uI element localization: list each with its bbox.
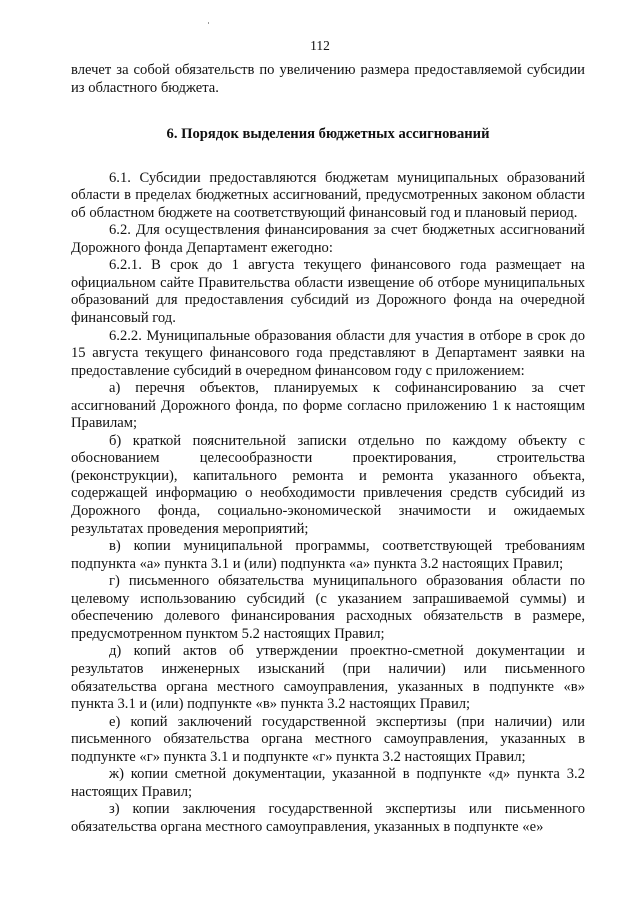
list-item-g: г) письменного обязательства муниципального образования области по целевому использованию субсидий (с указанием запрашиваемой суммы) и обеспечению долевого финансирования расходных обязательств в размере, предусмотренном пунктом 5.2 настоящих Правил; <box>71 573 585 642</box>
list-item-a: а) перечня объектов, планируемых к софинансированию за счет ассигнований Дорожного фонда, по форме согласно приложению 1 к настоящим Правилам; <box>71 380 585 432</box>
paragraph-6-2-2: 6.2.2. Муниципальные образования области для участия в отборе в срок до 15 августа текущего финансового года представляют в Департамент заявки на предоставление субсидий в очередном финансовом году с приложением: <box>71 327 585 379</box>
page-content <box>71 62 585 836</box>
paragraph-6-2-1: 6.2.1. В срок до 1 августа текущего финансового года размещает на официальном сайте Правительства области извещение об отборе муниципальных образований для предоставления субсидий из Дорожного фонда на очередной финансовый год. <box>71 257 585 327</box>
list-item-b: б) краткой пояснительной записки отдельно по каждому объекту с обоснованием целесообразности проектирования, строительства (реконструкции), капитального ремонта и ремонта указанного объекта, содержащей информацию о необходимости привлечения средств субсидий из Дорожного фонда, социально-экономической значимости и ожидаемых результатах проведения мероприятий; <box>71 432 585 537</box>
list-item-z: з) копии заключения государственной экспертизы или письменного обязательства органа местного самоуправления, указанных в подпункте «е» <box>71 801 585 835</box>
list-item-e: е) копий заключений государственной экспертизы (при наличии) или письменного обязательства органа местного самоуправления, указанных в подпункте «г» пункта 3.1 и подпункте «г» пункта 3.2 настоящих Правил; <box>71 713 585 765</box>
paragraph-6-1: 6.1. Субсидии предоставляются бюджетам муниципальных образований области в пределах бюджетных ассигнований, предусмотренных законом области об областном бюджете на соответствующий финансовый год и плановый период. <box>71 169 585 221</box>
intro-paragraph: влечет за собой обязательств по увеличению размера предоставляемой субсидии из областного бюджета. <box>71 62 585 96</box>
scan-mark <box>208 22 209 24</box>
list-item-d: д) копий актов об утверждении проектно-сметной документации и результатов инженерных изысканий (при наличии) или письменного обязательства органа местного самоуправления, указанных в подпункте «в» пункта 3.1 и (или) подпункте «в» пункта 3.2 настоящих Правил; <box>71 643 585 713</box>
page-number: 112 <box>310 38 330 53</box>
list-item-zh: ж) копии сметной документации, указанной в подпункте «д» пункта 3.2 настоящих Правил; <box>71 766 585 800</box>
section-heading: 6. Порядок выделения бюджетных ассигнований <box>166 126 490 143</box>
list-item-v: в) копии муниципальной программы, соответствующей требованиям подпункта «а» пункта 3.1 и (или) подпункта «а» пункта 3.2 настоящих Правил; <box>71 538 585 572</box>
paragraph-6-2: 6.2. Для осуществления финансирования за счет бюджетных ассигнований Дорожного фонда Департамент ежегодно: <box>71 222 585 256</box>
